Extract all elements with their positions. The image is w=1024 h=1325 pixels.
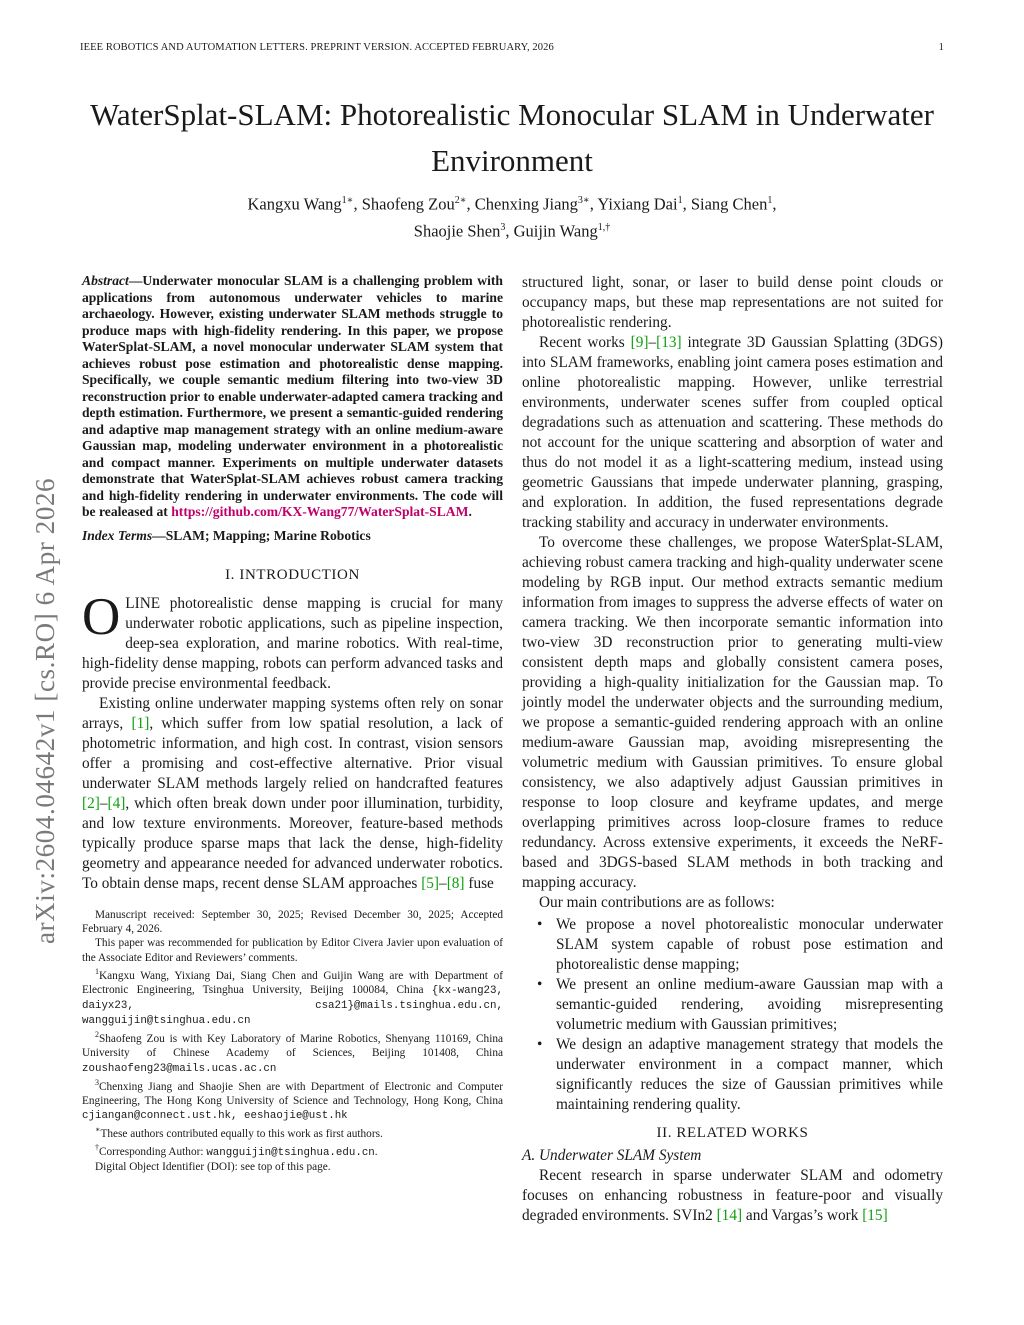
author-separator: ,	[505, 221, 514, 240]
footnote-email: zoushaofeng23@mails.ucas.ac.cn	[82, 1062, 277, 1075]
author-name: Guijin Wang	[513, 221, 598, 240]
footnote-text: Corresponding Author:	[99, 1145, 207, 1158]
author-separator: ,	[589, 194, 598, 214]
author-separator: ,	[353, 194, 362, 214]
author-affiliation-mark: 1	[677, 195, 683, 206]
abstract-text: —Underwater monocular SLAM is a challenging problem with applications from autonomous underwater vehicles to marine archaeology. However, existing underwater SLAM methods struggle to produce maps with high-fidelity rendering. In this paper, we propose WaterSplat-SLAM, a novel monocular underwater SLAM system that achieves robust pose estimation and photorealistic dense mapping. Specifically, we couple semantic medium filtering into two-view 3D reconstruction prior to enable underwater-adapted camera tracking and depth estimation. Furthermore, we present a semantic-guided rendering and adaptive map management strategy with an online medium-aware Gaussian map, modeling underwater environment in a photorealistic and compact manner. Experiments on multiple underwater datasets demonstrate that WaterSplat-SLAM achieves robust camera tracking and high-fidelity rendering in underwater environments. The code will be realeased at	[82, 273, 503, 519]
footnote-text: These authors contributed equally to this work as first authors.	[100, 1127, 383, 1140]
intro-paragraph-3	[522, 333, 943, 533]
intro-paragraph-1	[82, 588, 503, 694]
footnote-affiliation-3	[82, 1076, 503, 1123]
footnote-mark: ∗	[95, 1125, 101, 1135]
paragraph-text: integrate 3D Gaussian Splatting (3DGS) into SLAM frameworks, enabling joint camera poses estimation and online photorealistic mapping. However, unlike terrestrial environments, underwater scenes suffer from coupled optical degradations such as attenuation and scattering. These methods do not account for the unique scattering and absorption of water and thus do not model it as a light-scattering medium, instead using geometric Gaussians that impede underwater planning, grasping, and exploration. In addition, the fused representations degrade tracking stability and accuracy in underwater environments.	[522, 334, 943, 531]
bullet-icon: •	[537, 976, 543, 993]
paragraph-text: Existing online underwater mapping systems often rely on sonar arrays,	[82, 695, 503, 732]
list-item	[537, 975, 943, 1035]
list-item	[537, 1035, 943, 1115]
author-separator: ,	[466, 194, 475, 214]
author-affiliation-mark: 1	[767, 195, 773, 206]
author-separator: ,	[772, 194, 777, 214]
footnote-text: Shaofeng Zou is with Key Laboratory of Marine Robotics, Shenyang 110169, China University of Chinese Academy of Sciences, Beijing 101408, China	[82, 1033, 503, 1060]
intro-paragraph-2	[82, 694, 503, 894]
list-item-text: We propose a novel photorealistic monocular underwater SLAM system capable of robust pose estimation and photorealistic dense mapping;	[556, 916, 943, 973]
list-item-text: We design an adaptive management strategy that models the underwater environment in a compact manner, which significantly reduces the size of Gaussian primitives while maintaining rendering quality.	[556, 1036, 943, 1113]
author-affiliation-mark: 1∗	[341, 195, 354, 206]
list-item-text: We present an online medium-aware Gaussian map with a semantic-guided rendering, avoiding misrepresenting volumetric medium with Gaussian primitives;	[556, 976, 943, 1033]
footnote-email: cjiangan@connect.ust.hk, eeshaojie@ust.hk	[82, 1109, 348, 1122]
citation-link[interactable]: [8]	[446, 875, 465, 892]
author-affiliation-mark: 3∗	[577, 195, 590, 206]
arxiv-sidebar	[30, 477, 70, 984]
subsection-heading: A. Underwater SLAM System	[522, 1147, 702, 1164]
footnote-email: wangguijin@tsinghua.edu.cn	[206, 1146, 375, 1159]
running-header: IEEE ROBOTICS AND AUTOMATION LETTERS. PREPRINT VERSION. ACCEPTED FEBRUARY, 2026	[80, 42, 554, 53]
contributions-lead: Our main contributions are as follows:	[539, 894, 775, 911]
bullet-icon: •	[537, 1036, 543, 1053]
footnote-affiliation-1	[82, 965, 503, 1029]
footnote-text: Kangxu Wang, Yixiang Dai, Siang Chen and Guijin Wang are with Department of Electronic Engineering, Tsinghua University, Beijing 100084, China	[82, 969, 503, 996]
abstract-label: Abstract	[82, 273, 129, 288]
abstract-end: .	[468, 504, 472, 519]
contribution-list	[522, 915, 943, 1115]
author-name: Kangxu Wang	[247, 194, 342, 214]
paragraph-text: and Vargas’s work	[742, 1207, 863, 1224]
index-terms	[82, 528, 503, 545]
author-affiliation-mark: 1,†	[597, 221, 611, 233]
author-name: Yixiang Dai	[597, 194, 678, 214]
paragraph-text: –	[648, 334, 657, 351]
section-heading-related-works: II. RELATED WORKS	[656, 1125, 809, 1141]
paragraph-text: –	[99, 795, 108, 812]
arxiv-identifier: arXiv:2604.04642v1 [cs.RO] 6 Apr 2026	[30, 477, 60, 944]
abstract	[82, 273, 503, 521]
footnote-editor: This paper was recommended for publication by Editor Civera Javier upon evaluation of the Associate Editor and Reviewers’ comments.	[82, 937, 503, 964]
citation-link[interactable]: [2]	[82, 795, 100, 812]
author-name: Shaojie Shen	[413, 221, 501, 240]
footnote-mark: 2	[95, 1030, 99, 1040]
left-column	[82, 273, 503, 1174]
section-heading-introduction: I. INTRODUCTION	[225, 567, 360, 583]
paragraph-text: , which often break down under poor illumination, turbidity, and low texture environments. Moreover, feature-based methods typically produce sparse maps that lack the dense, high-fidelity geometry and appearance needed for advanced underwater robotics. To obtain dense maps, recent dense SLAM approaches	[82, 795, 503, 892]
code-link[interactable]: https://github.com/KX-Wang77/WaterSplat-SLAM	[171, 504, 469, 519]
footnote-doi: Digital Object Identifier (DOI): see top of this page.	[95, 1161, 331, 1174]
footnote-corresponding	[82, 1141, 503, 1160]
footnote-mark: 1	[95, 966, 99, 976]
paragraph-text: fuse	[464, 875, 494, 892]
footnote-mark: 3	[95, 1077, 99, 1087]
citation-link[interactable]: [14]	[716, 1207, 743, 1224]
intro-paragraph-4: To overcome these challenges, we propose WaterSplat-SLAM, achieving robust camera tracking and high-quality underwater scene modeling by RGB input. Our method extracts semantic medium information from images to suppress the adverse effects of water on camera tracking. We then incorporate semantic information into two-view 3D reconstruction prior to generating multi-view consistent depth maps and globally consistent camera poses, providing a high-quality initialization for the Gaussian map. To jointly model the underwater objects and the surrounding medium, we propose a semantic-guided rendering approach with an online medium-aware Gaussian map, avoiding misrepresenting the volumetric medium with Gaussian primitives. To ensure global consistency, we also adaptively adjust Gaussian primitives in response to loop closure and keyframe updates, and merge overlapping primitives across loop-closure frames to reduce redundancy. Across extensive experiments, it exceeds the NeRF-based and 3DGS-based SLAM methods in both tracking and mapping accuracy.	[522, 534, 943, 891]
list-item	[537, 915, 943, 975]
paper-title: WaterSplat-SLAM: Photorealistic Monocular SLAM in Underwater Environment	[90, 97, 934, 178]
index-terms-text: —SLAM; Mapping; Marine Robotics	[152, 527, 371, 543]
author-name: Chenxing Jiang	[474, 194, 578, 214]
paragraph-text: Recent works	[539, 334, 631, 351]
author-name: Shaofeng Zou	[361, 194, 455, 214]
author-separator: ,	[682, 194, 691, 214]
citation-link[interactable]: [13]	[656, 334, 682, 351]
citation-link[interactable]: [9]	[630, 334, 649, 351]
paragraph-text: –	[439, 875, 447, 892]
citation-link[interactable]: [4]	[107, 795, 126, 812]
footnote-text: Chenxing Jiang and Shaojie Shen are with Department of Electronic and Computer Engineering, The Hong Kong University of Science and Technology, Hong Kong, China	[82, 1080, 503, 1107]
index-terms-label: Index Terms	[82, 527, 153, 543]
bullet-icon: •	[537, 916, 543, 933]
footnote-equal-contribution	[82, 1123, 503, 1141]
right-column	[522, 273, 943, 1226]
related-paragraph-1	[522, 1166, 943, 1226]
footnote-affiliation-2	[82, 1028, 503, 1075]
citation-link[interactable]: [5]	[421, 875, 440, 892]
footnote-mark: †	[95, 1143, 99, 1153]
author-name: Siang Chen	[690, 194, 768, 214]
footnote-manuscript: Manuscript received: September 30, 2025; Revised December 30, 2025; Accepted February 4, 2026.	[82, 909, 503, 936]
footnote-text: .	[374, 1145, 378, 1158]
footnote-email: {kx-wang23, daiyx23, csa21}@mails.tsinghua.edu.cn, wangguijin@tsinghua.edu.cn	[82, 984, 503, 1028]
footnotes	[82, 908, 503, 1174]
author-affiliation-mark: 2∗	[454, 195, 467, 206]
drop-cap: O	[82, 588, 121, 646]
paragraph-text: , which suffer from low spatial resolution, a lack of photometric information, and high cost. In contrast, vision sensors offer a promising and cost-effective alternative. Prior visual underwater SLAM methods largely relied on handcrafted features	[82, 715, 503, 792]
citation-link[interactable]: [1]	[131, 715, 150, 732]
author-list	[60, 189, 964, 242]
page-number: 1	[938, 42, 944, 53]
paragraph-text: Recent research in sparse underwater SLAM and odometry focuses on enhancing robustness in feature-poor and visually degraded environments. SVIn2	[522, 1167, 943, 1224]
intro-paragraph-2-continued: structured light, sonar, or laser to build dense point clouds or occupancy maps, but these map representations are not suited for photorealistic rendering.	[522, 274, 943, 331]
intro-paragraph-1-text: LINE photorealistic dense mapping is crucial for many underwater robotic applications, such as pipeline inspection, deep-sea exploration, and marine robotics. With real-time, high-fidelity dense mapping, robots can perform advanced tasks and provide precise environmental feedback.	[82, 595, 503, 692]
citation-link[interactable]: [15]	[862, 1207, 888, 1224]
author-affiliation-mark: 3	[500, 221, 506, 233]
